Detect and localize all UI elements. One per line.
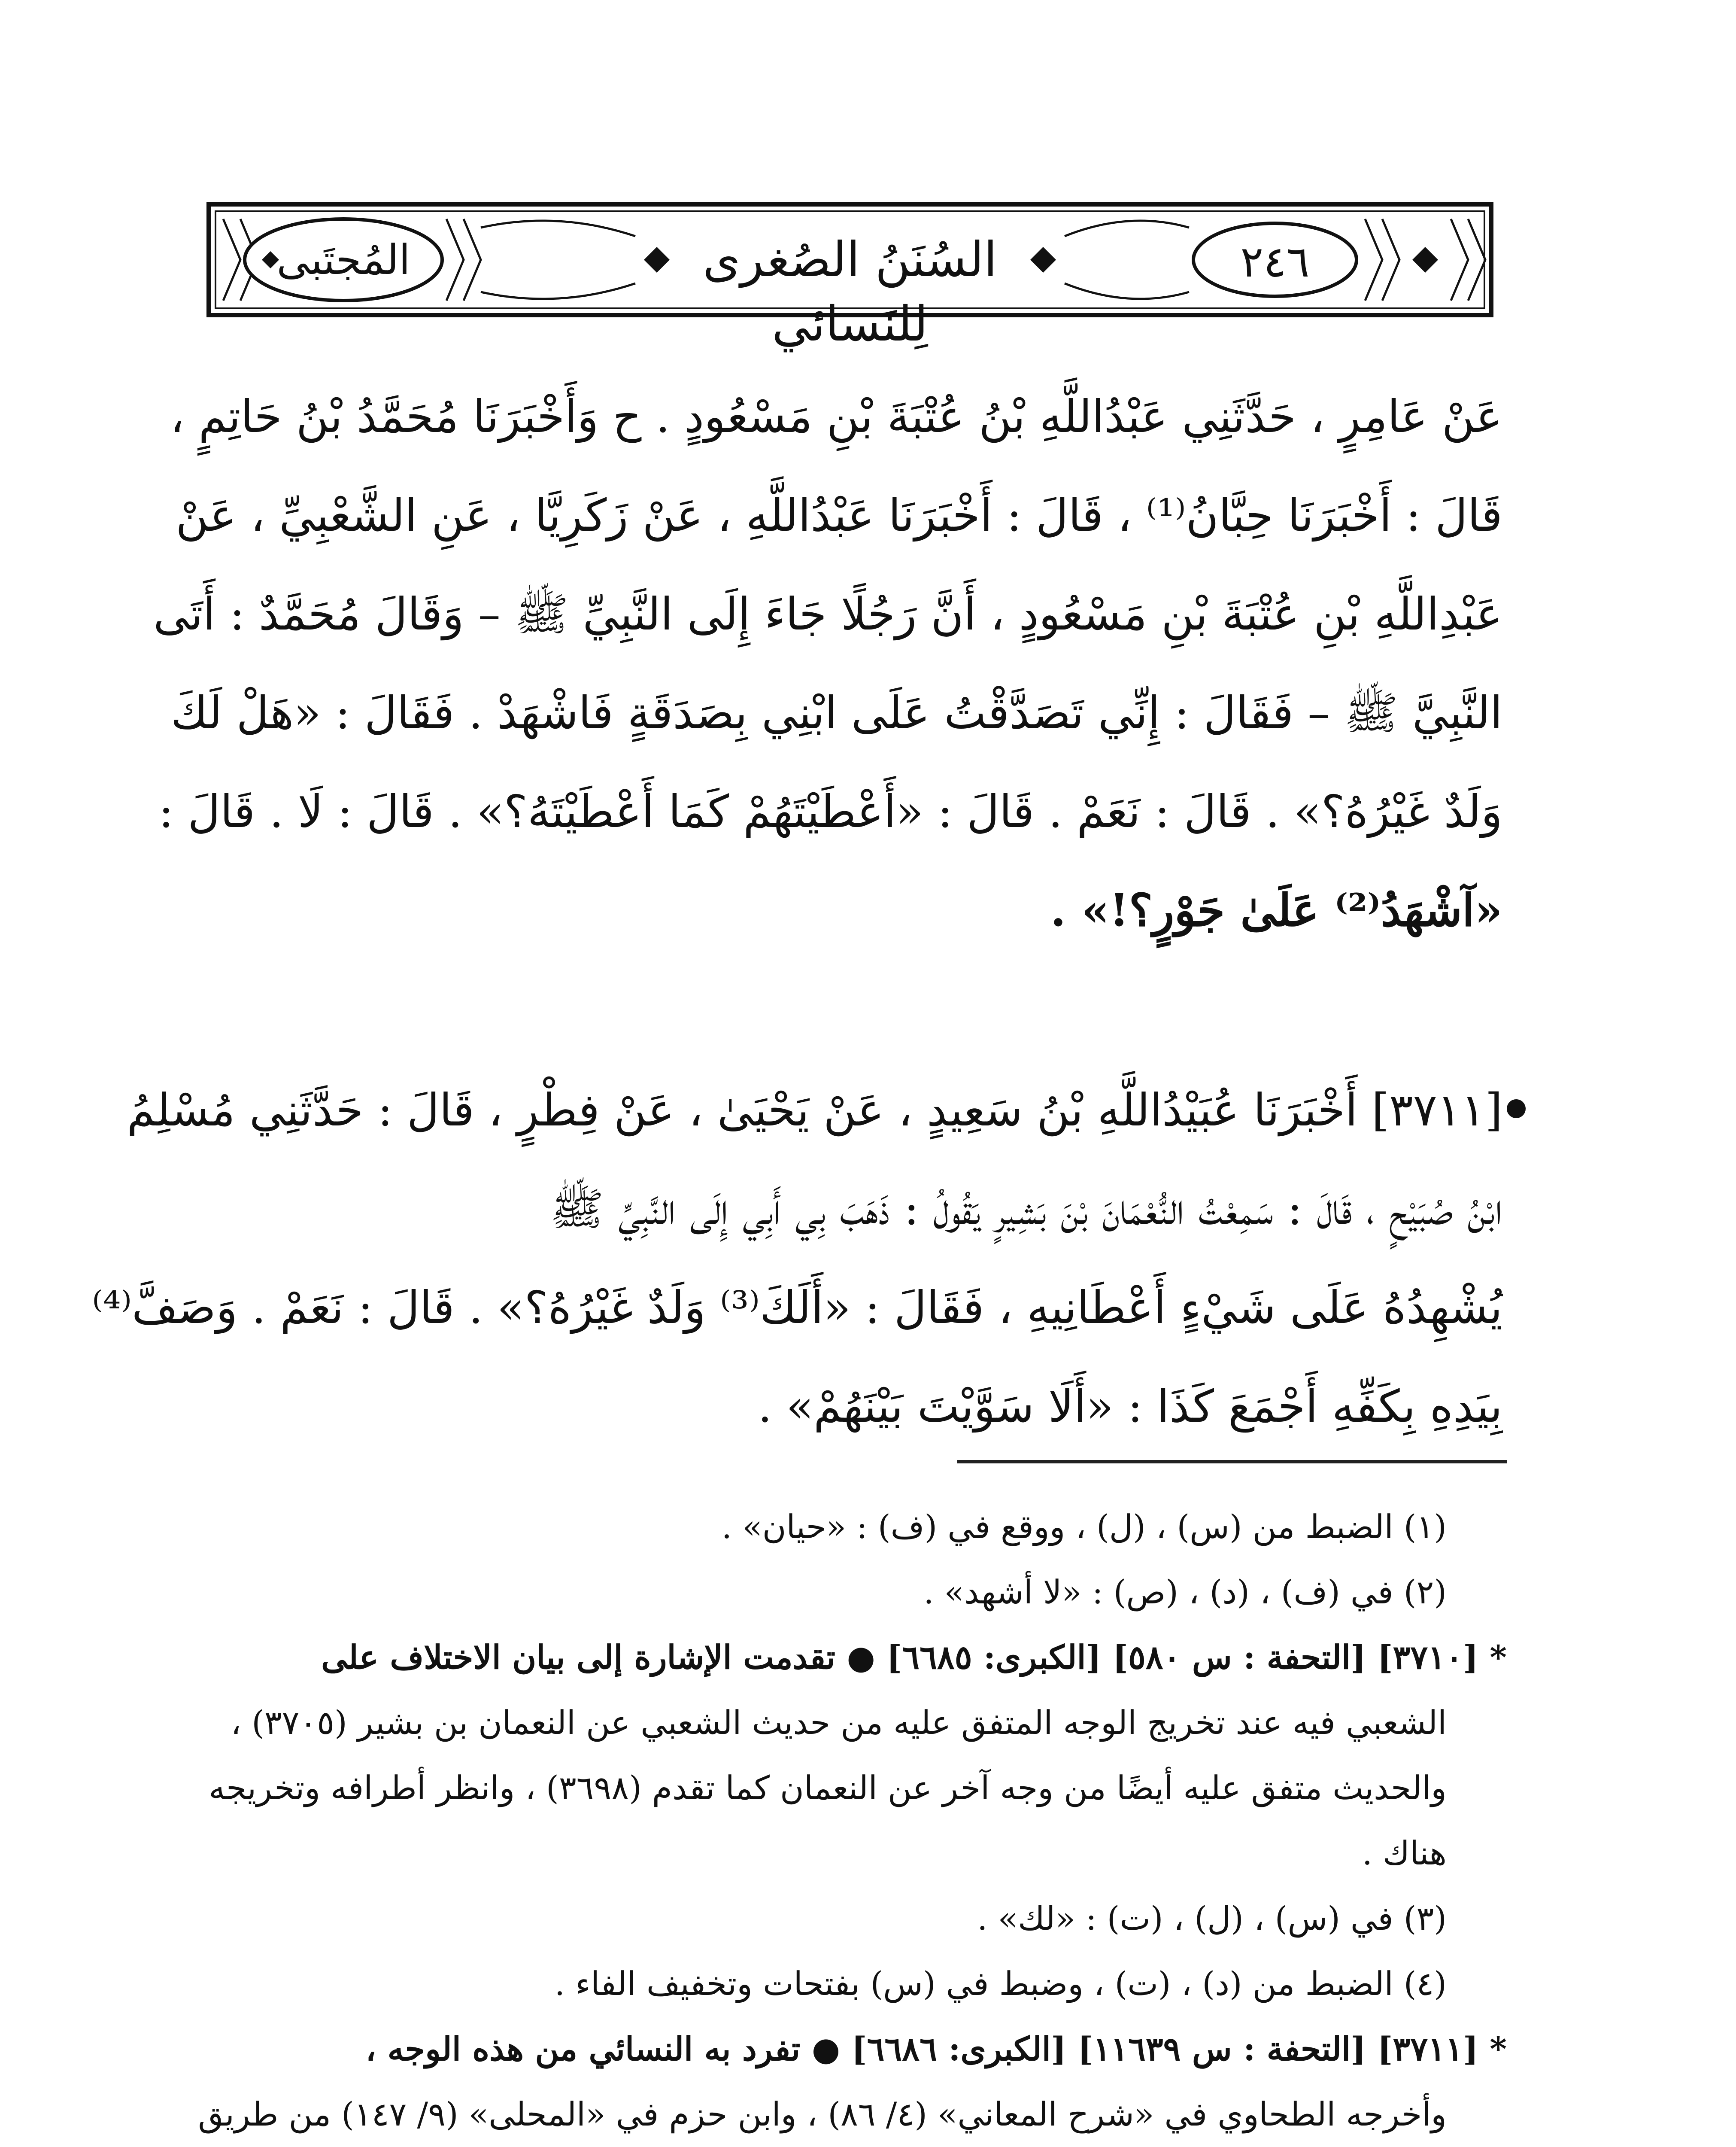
footnote: (٢) في (ف) ، (د) ، (ص) : «لا أشهد» . <box>923 1573 1447 1611</box>
text-line: النَّبِيَّ ﷺ – فَقَالَ : إِنِّي تَصَدَّقْتُ عَلَى ابْنِي بِصَدَقَةٍ فَاشْهَدْ . فَقَالَ : «هَلْ لَكَ <box>171 687 1502 739</box>
text-line: عَبْدِاللَّهِ بْنِ عُتْبَةَ بْنِ مَسْعُودٍ ، أَنَّ رَجُلًا جَاءَ إِلَى النَّبِيِّ ﷺ – وَقَالَ مُحَمَّدٌ : أَتَى <box>153 588 1502 640</box>
footnote: (٤) الضبط من (د) ، (ت) ، وضبط في (س) بفتحات وتخفيف الفاء . <box>554 1965 1447 2003</box>
text-line: قَالَ : أَخْبَرَنَا حِبَّانُ⁽¹⁾ ، قَالَ : أَخْبَرَنَا عَبْدُاللَّهِ ، عَنْ زَكَرِيَّا ، عَنِ الشَّعْبِيِّ ، عَنْ <box>176 489 1502 541</box>
footnote: * [٣٧١١] [التحفة : س ١١٦٣٩] [الكبرى: ٦٦٨٦] ● تفرد به النسائي من هذه الوجه ، <box>365 2030 1507 2068</box>
text-line: وَلَدٌ غَيْرُهُ؟» . قَالَ : نَعَمْ . قَالَ : «أَعْطَيْتَهُمْ كَمَا أَعْطَيْتَهُ؟» . قَالَ : لَا . قَالَ : <box>158 785 1502 838</box>
footnote-divider <box>957 1460 1507 1463</box>
hadith-bullet-icon <box>1507 1099 1526 1118</box>
text-line: عَنْ عَامِرٍ ، حَدَّثَنِي عَبْدُاللَّهِ بْنُ عُتْبَةَ بْنِ مَسْعُودٍ . ح وَأَخْبَرَنَا مُحَمَّدُ بْنُ حَاتِمٍ ، <box>170 390 1502 443</box>
page-number: ٢٤٦ <box>1240 237 1310 287</box>
book-name: المُجتَبى <box>276 236 410 284</box>
footnotes <box>198 1494 1507 2147</box>
footnote: هناك . <box>1362 1834 1447 1872</box>
footnote: والحديث متفق عليه أيضًا من وجه آخر عن النعمان كما تقدم (٣٦٩٨) ، وانظر أطرافه وتخريجه <box>209 1769 1447 1807</box>
hadith-3710-text <box>153 367 1502 1071</box>
page-header <box>206 202 1494 352</box>
hadith-3711-text <box>92 1061 1502 1438</box>
text-line: ابْنُ صُبَيْحٍ ، قَالَ : سَمِعْتُ النُّعْمَانَ بْنَ بَشِيرٍ يَقُولُ : ذَهَبَ بِي أَبِي إِلَى النَّبِيِّ ﷺ <box>550 1183 1502 1235</box>
footnote: الشعبي فيه عند تخريج الوجه المتفق عليه من حديث الشعبي عن النعمان بن بشير (٣٧٠٥) ، <box>231 1703 1447 1742</box>
footnote: وأخرجه الطحاوي في «شرح المعاني» (٤/ ٨٦) ، وابن حزم في «المحلى» (٩/ ١٤٧) من طريق <box>198 2095 1447 2133</box>
text-line: «آشْهَدُ⁽²⁾ عَلَىٰ جَوْرٍ؟!» . <box>1050 884 1502 937</box>
footnote: (٣) في (س) ، (ل) ، (ت) : «لك» . <box>977 1899 1447 1937</box>
text-line: [٣٧١١] أَخْبَرَنَا عُبَيْدُاللَّهِ بْنُ سَعِيدٍ ، عَنْ يَحْيَىٰ ، عَنْ فِطْرٍ ، قَالَ : حَدَّثَنِي مُسْلِمُ <box>127 1084 1502 1136</box>
footnote: * [٣٧١٠] [التحفة : س ٥٨٠] [الكبرى: ٦٦٨٥] ● تقدمت الإشارة إلى بيان الاختلاف على <box>321 1638 1507 1676</box>
page-title: السُنَنُ الصُغرى لِلنَسائي <box>703 232 997 352</box>
text-line: يُشْهِدُهُ عَلَى شَيْءٍ أَعْطَانِيهِ ، فَقَالَ : «أَلَكَ⁽³⁾ وَلَدٌ غَيْرُهُ؟» . قَالَ : نَعَمْ . وَصَفَّ⁽⁴⁾ <box>92 1281 1502 1334</box>
footnote: (١) الضبط من (س) ، (ل) ، ووقع في (ف) : «حيان» . <box>721 1508 1447 1546</box>
text-line: بِيَدِهِ بِكَفِّهِ أَجْمَعَ كَذَا : «أَلَا سَوَّيْتَ بَيْنَهُمْ» . <box>758 1380 1502 1432</box>
